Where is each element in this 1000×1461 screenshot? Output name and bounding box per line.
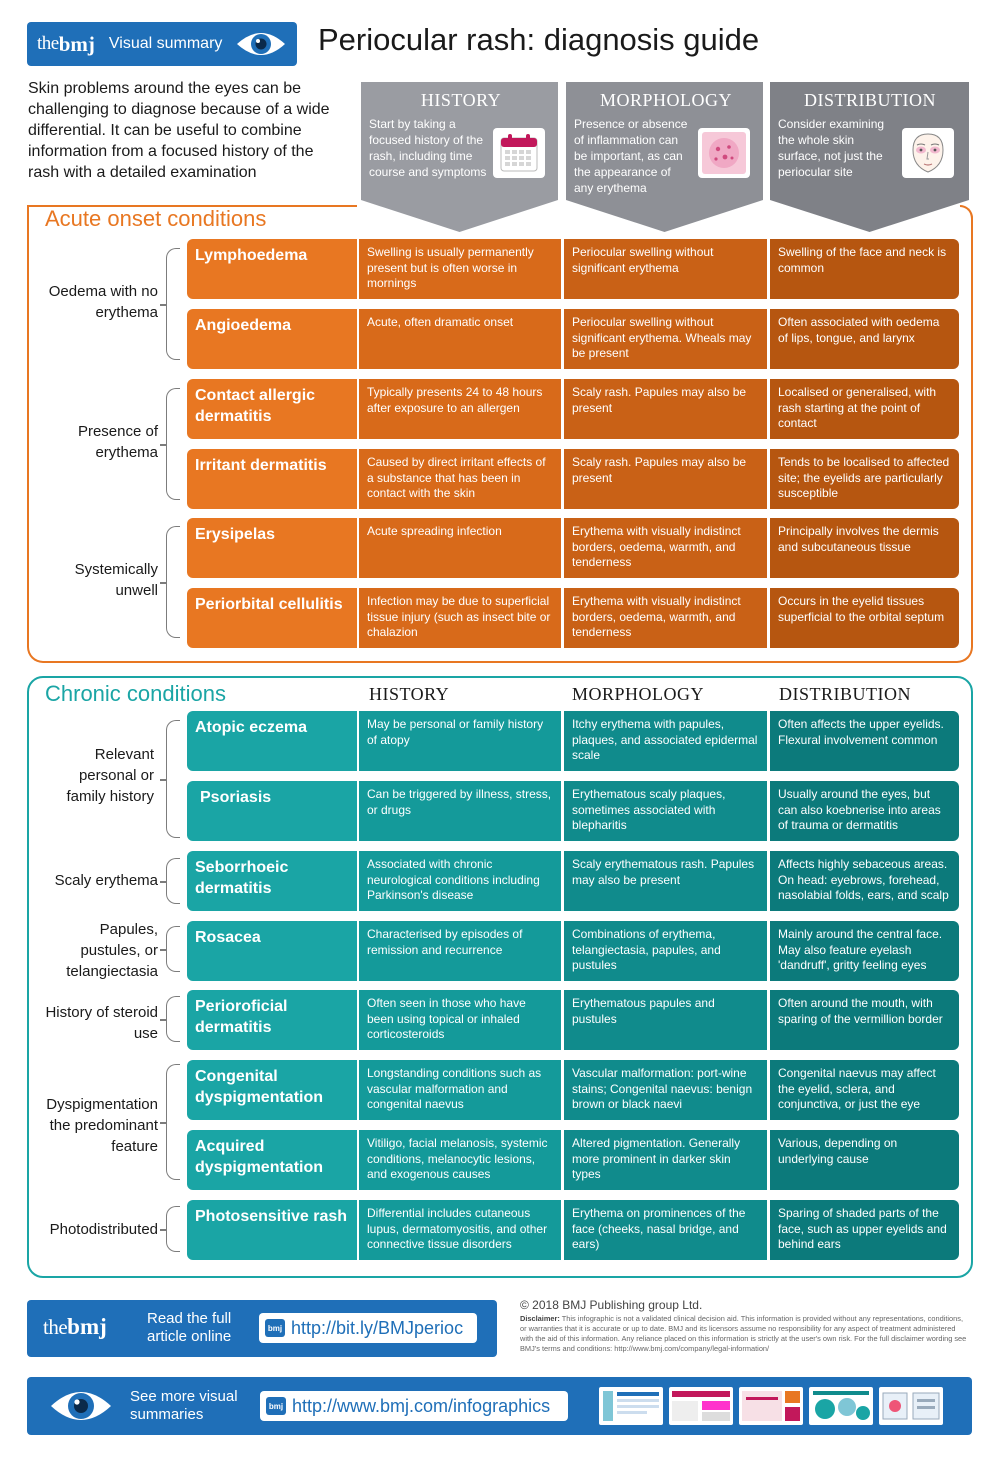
condition-name: Contact allergic dermatitis	[187, 379, 357, 439]
disclaimer-label: Disclaimer:	[520, 1314, 560, 1323]
group-dyspigmentation: Dyspigmentation the predominant feature	[46, 1096, 158, 1155]
group-scaly-erythema: Scaly erythema	[54, 872, 158, 889]
table-row-perioroficial-dermatitis	[187, 990, 959, 1050]
morphology-cell: Erythema with visually indistinct borders, oedema, warmth, and tenderness	[564, 588, 767, 648]
distribution-cell: Occurs in the eyelid tissues superficial to the orbital septum	[770, 588, 959, 648]
page-title: Periocular rash: diagnosis guide	[318, 22, 760, 57]
footer-logo-the: the	[43, 1315, 68, 1339]
history-cell: Caused by direct irritant effects of a substance that has been in contact with the skin	[359, 449, 561, 509]
morphology-cell: Erythema on prominences of the face (cheeks, nasal bridge, and ears)	[564, 1200, 767, 1260]
distribution-cell: Various, depending on underlying cause	[770, 1130, 959, 1190]
skin-rash-icon	[698, 128, 750, 178]
history-cell: Typically presents 24 to 48 hours after exposure to an allergen	[359, 379, 561, 439]
table-row-atopic-eczema	[187, 711, 959, 771]
copyright-text: © 2018 BMJ Publishing group Ltd.	[520, 1298, 703, 1312]
distribution-cell: Congenital naevus may affect the eyelid, sclera, and conjunctiva, or just the eye	[770, 1060, 959, 1120]
table-row-contact-allergic-dermatitis	[187, 379, 959, 439]
condition-name: Irritant dermatitis	[187, 449, 357, 509]
bmj-logo	[43, 1314, 121, 1340]
group-brace	[166, 996, 180, 1042]
condition-name: Photosensitive rash	[187, 1200, 357, 1260]
history-cell: Can be triggered by illness, stress, or drugs	[359, 781, 561, 841]
group-brace	[166, 1064, 180, 1180]
history-cell: Longstanding conditions such as vascular malformation and congenital naevus	[359, 1060, 561, 1120]
table-row-seborrhoeic-dermatitis	[187, 851, 959, 911]
table-row-rosacea	[187, 921, 959, 981]
morphology-cell: Erythematous scaly plaques, sometimes associated with blepharitis	[564, 781, 767, 841]
morphology-cell: Altered pigmentation. Generally more prominent in darker skin types	[564, 1130, 767, 1190]
thumbnail-infographic-5[interactable]	[879, 1387, 943, 1425]
condition-name: Periorbital cellulitis	[187, 588, 357, 648]
read-line-2: article online	[147, 1328, 232, 1345]
infographics-url-text: http://www.bmj.com/infographics	[292, 1395, 551, 1416]
bmj-mini-logo-icon: bmj	[266, 1397, 286, 1415]
distribution-cell: Localised or generalised, with rash starting at the point of contact	[770, 379, 959, 439]
distribution-cell: Swelling of the face and neck is common	[770, 239, 959, 299]
chronic-section-title: Chronic conditions	[45, 681, 226, 706]
history-cell: Vitiligo, facial melanosis, systemic conditions, melanocytic lesions, and exogenous causes	[359, 1130, 561, 1190]
condition-name: Erysipelas	[187, 518, 357, 578]
morphology-description: Presence or absence of inflammation can be important, as can the appearance of any erythema	[574, 117, 688, 195]
table-row-acquired-dyspigmentation	[187, 1130, 959, 1190]
table-row-psoriasis	[187, 781, 959, 841]
condition-name: Psoriasis	[187, 781, 357, 841]
table-row-photosensitive-rash	[187, 1200, 959, 1260]
morphology-cell: Combinations of erythema, telangiectasia, papules, and pustules	[564, 921, 767, 981]
eye-icon	[49, 1386, 113, 1426]
distribution-cell: Often associated with oedema of lips, tongue, and larynx	[770, 309, 959, 369]
distribution-cell: Often affects the upper eyelids. Flexural involvement common	[770, 711, 959, 771]
history-cell: Often seen in those who have been using topical or inhaled corticosteroids	[359, 990, 561, 1050]
morphology-cell: Erythematous papules and pustules	[564, 990, 767, 1050]
condition-name: Acquired dyspigmentation	[187, 1130, 357, 1190]
article-link[interactable]	[259, 1313, 477, 1343]
read-article-text	[147, 1310, 231, 1346]
distribution-cell: Affects highly sebaceous areas. On head: eyebrows, forehead, nasolabial folds, ears, and scalp	[770, 851, 959, 911]
thumbnail-infographic-2[interactable]	[669, 1387, 733, 1425]
distribution-cell: Sparing of shaded parts of the face, such as upper eyelids and behind ears	[770, 1200, 959, 1260]
group-brace	[166, 388, 180, 500]
table-row-irritant-dermatitis	[187, 449, 959, 509]
history-description: Start by taking a focused history of the rash, including time course and symptoms	[369, 117, 487, 179]
group-photodistributed: Photodistributed	[49, 1221, 158, 1238]
table-row-lymphoedema	[187, 239, 959, 299]
article-url-text: http://bit.ly/BMJperioc	[291, 1317, 464, 1338]
history-cell: Characterised by episodes of remission and recurrence	[359, 921, 561, 981]
group-oedema-no-erythema: Oedema with no erythema	[48, 283, 158, 321]
history-cell: Associated with chronic neurological conditions including Parkinson's disease	[359, 851, 561, 911]
distribution-cell: Mainly around the central face. May also feature eyelash 'dandruff', gritty feeling eyes	[770, 921, 959, 981]
group-brace	[166, 926, 180, 972]
visual-summary-label: Visual summary	[108, 35, 223, 52]
condition-name: Seborrhoeic dermatitis	[187, 851, 357, 911]
history-cell: Differential includes cutaneous lupus, dermatomyositis, and other connective tissue disorders	[359, 1200, 561, 1260]
group-brace	[166, 720, 180, 838]
distribution-cell: Often around the mouth, with sparing of the vermillion border	[770, 990, 959, 1050]
morphology-cell: Periocular swelling without significant erythema. Wheals may be present	[564, 309, 767, 369]
history-title: HISTORY	[420, 90, 502, 110]
condition-name: Lymphoedema	[187, 239, 357, 299]
group-brace	[166, 1206, 180, 1252]
footer-logo-bmj: bmj	[67, 1314, 107, 1339]
chronic-history-header: HISTORY	[369, 684, 450, 704]
read-line-1: Read the full	[147, 1310, 232, 1327]
bmj-mini-logo-icon: bmj	[265, 1319, 285, 1337]
group-brace	[166, 248, 180, 360]
group-relevant-history: Relevant personal or family history	[66, 746, 154, 805]
condition-name: Perioroficial dermatitis	[187, 990, 357, 1050]
face-icon	[902, 128, 954, 178]
morphology-cell: Scaly rash. Papules may also be present	[564, 379, 767, 439]
condition-name: Rosacea	[187, 921, 357, 981]
infographic-thumbnails	[599, 1387, 943, 1425]
see-line-2: summaries	[130, 1406, 204, 1423]
see-line-1: See more visual	[130, 1388, 238, 1405]
acute-section-top-right-corner	[960, 205, 973, 221]
group-steroid-use: History of steroid use	[45, 1004, 158, 1042]
distribution-cell: Usually around the eyes, but can also koebnerise into areas of trauma or dermatitis	[770, 781, 959, 841]
group-presence-of-erythema: Presence of erythema	[77, 423, 158, 461]
morphology-title: MORPHOLOGY	[599, 90, 732, 110]
history-cell: Acute spreading infection	[359, 518, 561, 578]
group-brace	[166, 858, 180, 904]
group-systemically-unwell: Systemically unwell	[74, 561, 158, 599]
infographics-link[interactable]	[260, 1391, 568, 1421]
disclaimer-text	[520, 1314, 968, 1354]
chronic-morphology-header: MORPHOLOGY	[572, 684, 705, 704]
see-more-bar	[27, 1377, 972, 1435]
history-cell: Swelling is usually permanently present but is often worse in mornings	[359, 239, 561, 299]
bmj-visual-summary-badge	[27, 22, 297, 66]
calendar-icon	[493, 128, 545, 178]
morphology-cell: Erythema with visually indistinct borders, oedema, warmth, and tenderness	[564, 518, 767, 578]
thumbnail-infographic-4[interactable]	[809, 1387, 873, 1425]
history-cell: Infection may be due to superficial tissue injury (such as insect bite or chalazion	[359, 588, 561, 648]
intro-text: Skin problems around the eyes can be challenging to diagnose because of a wide differential. It can be useful to combine information from a focused history of the rash with a detailed examination	[28, 80, 330, 181]
condition-name: Atopic eczema	[187, 711, 357, 771]
distribution-description: Consider examining the whole skin surface, not just the periocular site	[778, 117, 885, 179]
thumbnail-infographic-3[interactable]	[739, 1387, 803, 1425]
table-row-erysipelas	[187, 518, 959, 578]
morphology-cell: Scaly erythematous rash. Papules may also be present	[564, 851, 767, 911]
logo-bmj: bmj	[58, 31, 95, 56]
read-article-bar	[27, 1300, 497, 1357]
disclaimer-body: This infographic is not a validated clinical decision aid. This information is provided without any representations, conditions, or warranties that it is accurate or up to date. BMJ and its licensors assume no responsibility for any aspect of treatment administered with the aid of this information. Any reliance placed on this information is strictly at the user's own risk. For the full disclaimer wording see BMJ's terms and conditions: http://www.bmj.com/company/legal-information/	[520, 1314, 967, 1353]
see-more-text	[130, 1388, 238, 1424]
acute-section-title: Acute onset conditions	[45, 206, 267, 231]
logo-the: the	[37, 33, 59, 54]
condition-name: Congenital dyspigmentation	[187, 1060, 357, 1120]
distribution-cell: Tends to be localised to affected site; the eyelids are particularly susceptible	[770, 449, 959, 509]
group-brace	[166, 526, 180, 638]
morphology-cell: Periocular swelling without significant erythema	[564, 239, 767, 299]
morphology-cell: Vascular malformation: port-wine stains; Congenital naevus: benign brown or black naevi	[564, 1060, 767, 1120]
chronic-distribution-header: DISTRIBUTION	[779, 684, 911, 704]
morphology-cell: Itchy erythema with papules, plaques, and associated epidermal scale	[564, 711, 767, 771]
group-papules-pustules: Papules, pustules, or telangiectasia	[66, 921, 158, 980]
distribution-title: DISTRIBUTION	[804, 90, 936, 110]
table-row-angioedema	[187, 309, 959, 369]
history-cell: May be personal or family history of atopy	[359, 711, 561, 771]
thumbnail-infographic-1[interactable]	[599, 1387, 663, 1425]
table-row-periorbital-cellulitis	[187, 588, 959, 648]
morphology-cell: Scaly rash. Papules may also be present	[564, 449, 767, 509]
table-row-congenital-dyspigmentation	[187, 1060, 959, 1120]
eye-icon	[235, 28, 287, 60]
history-cell: Acute, often dramatic onset	[359, 309, 561, 369]
condition-name: Angioedema	[187, 309, 357, 369]
distribution-cell: Principally involves the dermis and subcutaneous tissue	[770, 518, 959, 578]
